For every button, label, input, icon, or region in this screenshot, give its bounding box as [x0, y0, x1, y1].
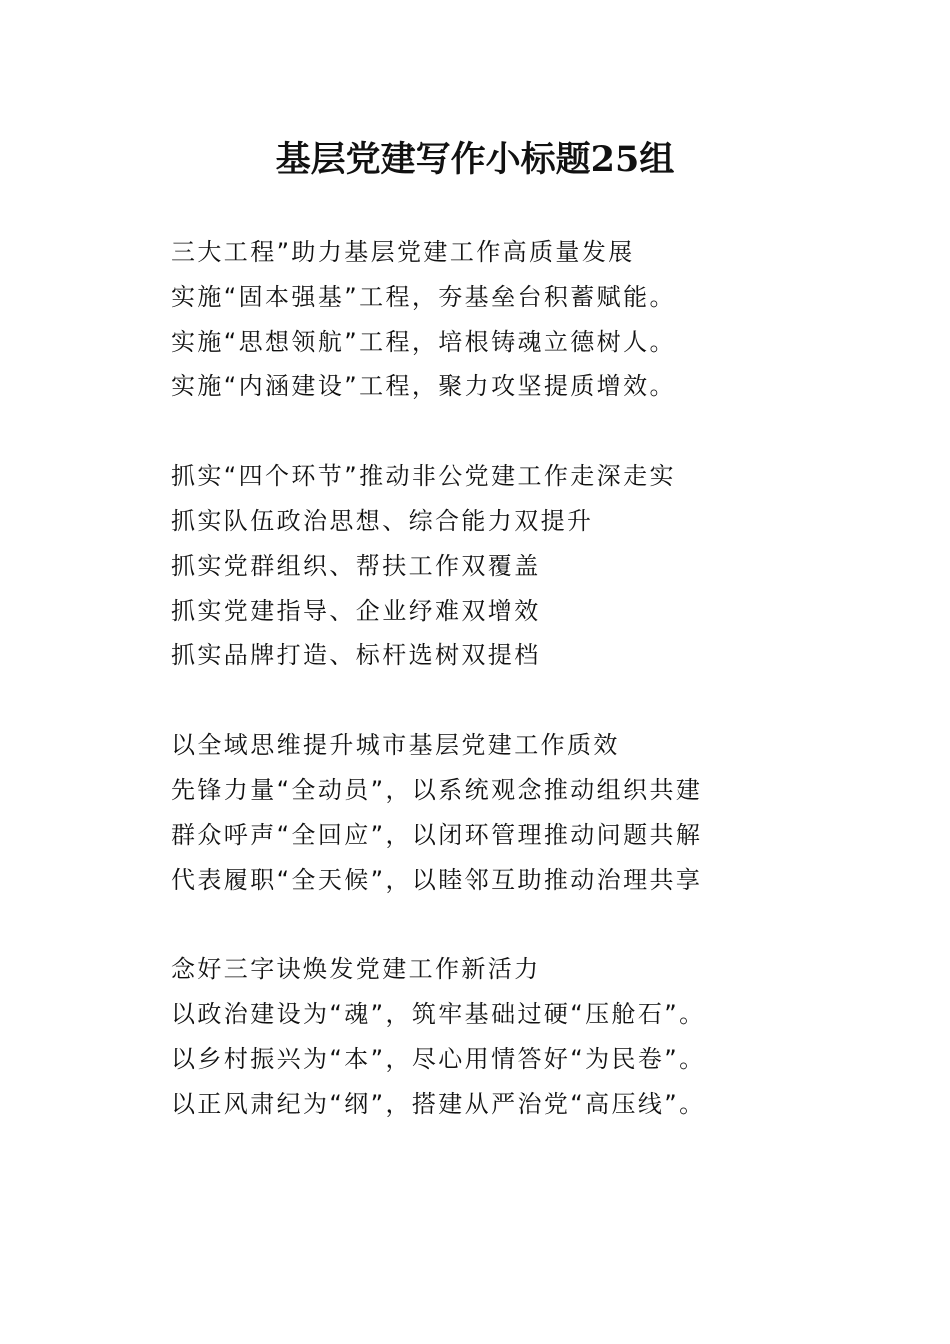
section-2 [171, 454, 891, 678]
section-line: 先锋力量“全动员”，以系统观念推动组织共建 [171, 775, 703, 804]
section-3 [171, 723, 891, 902]
section-line: 以政治建设为“魂”，筑牢基础过硬“压舱石”。 [171, 1000, 706, 1029]
section-line: 实施“固本强基”工程，夯基垒台积蓄赋能。 [171, 282, 676, 311]
section-line: 抓实队伍政治思想、综合能力双提升 [171, 506, 594, 535]
section-1 [171, 230, 891, 409]
section-line: 抓实品牌打造、标杆选树双提档 [171, 641, 541, 670]
section-heading: 念好三字诀焕发党建工作新活力 [171, 955, 541, 984]
section-line: 抓实党建指导、企业纾难双增效 [171, 596, 541, 625]
section-line: 以正风肃纪为“纲”，搭建从严治党“高压线”。 [171, 1089, 706, 1118]
document-title: 基层党建写作小标题25组 [275, 139, 675, 180]
section-heading: 三大工程”助力基层党建工作高质量发展 [171, 238, 635, 266]
section-heading: 以全域思维提升城市基层党建工作质效 [171, 731, 620, 760]
document-body [171, 230, 891, 1172]
section-line: 实施“内涵建设”工程，聚力攻坚提质增效。 [171, 372, 676, 401]
section-line: 实施“思想领航”工程，培根铸魂立德树人。 [171, 327, 676, 356]
section-4 [171, 947, 891, 1126]
section-line: 代表履职“全天候”，以睦邻互助推动治理共享 [171, 865, 703, 894]
section-line: 群众呼声“全回应”，以闭环管理推动问题共解 [171, 820, 703, 849]
section-heading: 抓实“四个环节”推动非公党建工作走深走实 [171, 462, 676, 491]
section-line: 以乡村振兴为“本”，尽心用情答好“为民卷”。 [171, 1044, 706, 1073]
section-line: 抓实党群组织、帮扶工作双覆盖 [171, 551, 541, 580]
